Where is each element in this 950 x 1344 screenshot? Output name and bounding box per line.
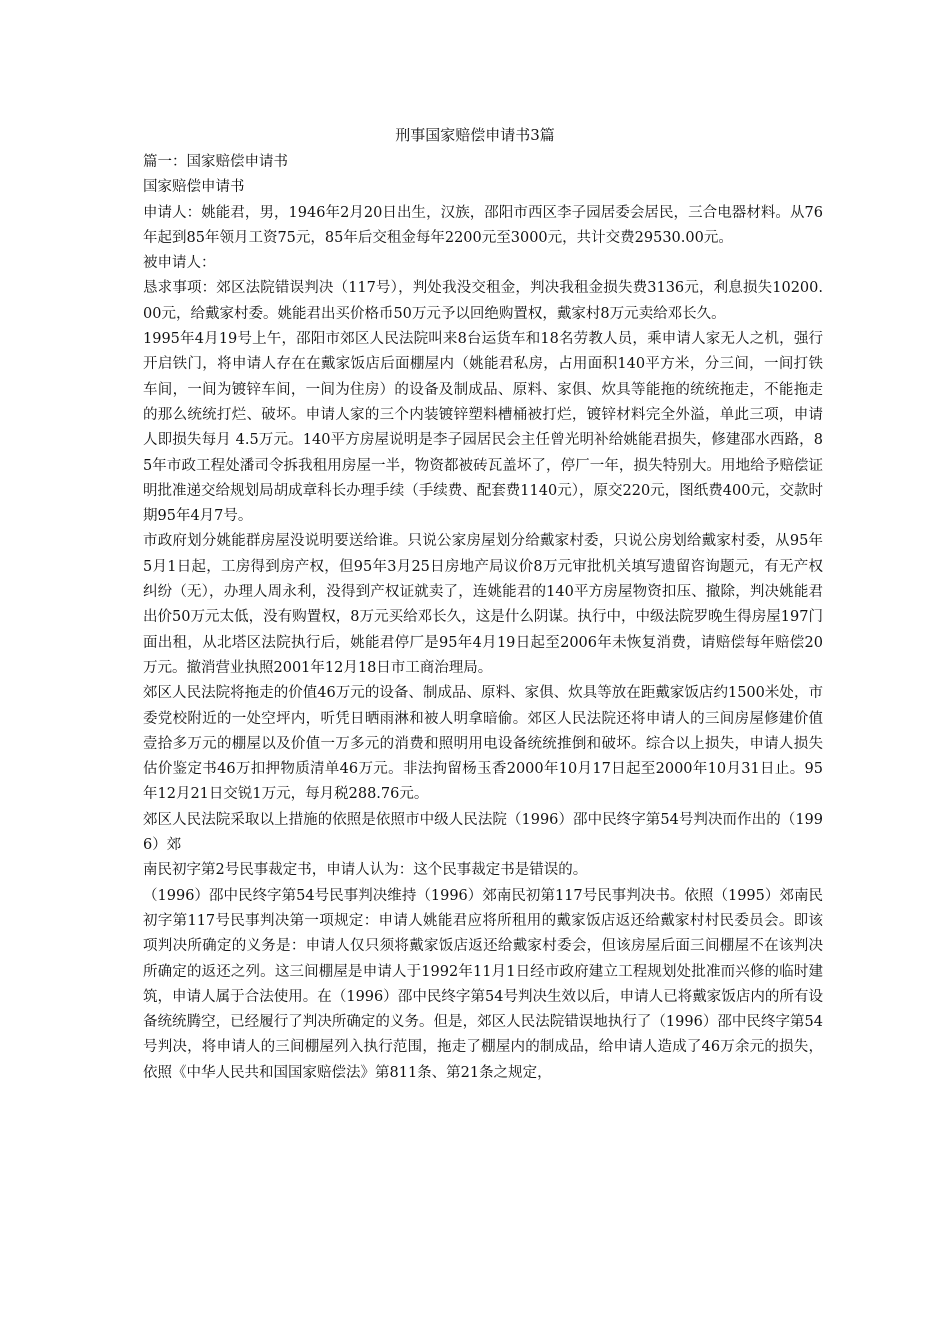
body-paragraph: （1996）邵中民终字第54号民事判决维持（1996）郊南民初第117号民事判决书。依照（1995）郊南民初字第117号民事判决第一项规定：申请人姚能君应将所租用的戴家饭店返还给戴家村村民委员会。即该项判决所确定的义务是：申请人仅只须将戴家饭店返还给戴家村委会，但该房屋后面三间棚屋不在该判决所确定的返还之列。这三间棚屋是申请人于1992年11月1日经市政府建立工程规划处批准而兴修的临时建筑，申请人属于合法使用。在（1996）邵中民终字第54号判决生效以后，申请人已将戴家饭店内的所有设备统统腾空，已经履行了判决所确定的义务。但是，郊区人民法院错误地执行了（1996）邵中民终字第54号判决，将申请人的三间棚屋列入执行范围，拖走了棚屋内的制成品，给申请人造成了46万余元的损失，依照《中华人民共和国国家赔偿法》第811条、第21条之规定，: [143, 887, 823, 1081]
section-heading: 篇一：国家赔偿申请书: [143, 154, 288, 170]
document-title: 刑事国家赔偿申请书3篇: [395, 126, 555, 144]
body-paragraph: 1995年4月19号上午，邵阳市郊区人民法院叫来8台运货车和18名劳教人员，乘申请人家无人之机，强行开启铁门，将申请人存在在戴家饭店后面棚屋内（姚能君私房，占用面积140平方米，分三间，一间打铁车间，一间为镀锌车间，一间为住房）的设备及制成品、原料、家俱、炊具等能拖的统统拖走，不能拖走的那么统统打烂、破坏。申请人家的三个内装镀锌塑料槽桶被打烂，镀锌材料完全外溢，单此三项，申请人即损失每月 4.5万元。140平方房屋说明是李子园居民会主任曾光明补给姚能君损失，修建邵水西路，85年市政工程处潘司令拆我租用房屋一半，物资都被砖瓦盖坏了，停厂一年，损失特别大。用地给予赔偿证明批准递交给规划局胡成章科长办理手续（手续费、配套费1140元），原交220元，图纸费400元，交款时期95年4月7号。: [143, 331, 823, 525]
applicant-paragraph: 申请人：姚能君，男，1946年2月20日出生，汉族，邵阳市西区李子园居委会居民，三合电器材料。从76年起到85年领月工资75元，85年后交租金每年2200元至3000元，共计交费29530.00元。: [143, 204, 823, 246]
body-paragraph: 郊区人民法院将拖走的价值46万元的设备、制成品、原料、家俱、炊具等放在距戴家饭店约1500米处，市委党校附近的一处空坪内，听凭日晒雨淋和被人明拿暗偷。郊区人民法院还将申请人的三间房屋修建价值壹拾多万元的棚屋以及价值一万多元的消费和照明用电设备统统推倒和破坏。综合以上损失，申请人损失估价鉴定书46万扣押物质清单46万元。非法拘留杨玉香2000年10月17日起至2000年10月31日止。95年12月21日交锐1万元，每月税288.76元。: [143, 685, 823, 803]
body-paragraph: 郊区人民法院采取以上措施的依照是依照市中级人民法院（1996）邵中民终字第54号判决而作出的（1996）郊: [143, 811, 823, 854]
respondent-paragraph: 被申请人：: [143, 255, 216, 272]
body-paragraph: 市政府划分姚能群房屋没说明要送给谁。只说公家房屋划分给戴家村委，只说公房划给戴家村委，从95年5月1日起，工房得到房产权，但95年3月25日房地产局议价8万元审批机关填写遗留咨询题元，有无产权纠纷（无），办理人周永利，没得到产权证就卖了，连姚能君的140平方房屋物资扣压、撤除，判决姚能君出价50万元太低，没有购置权，8万元买给邓长久，这是什么阴谋。执行中，中级法院罗晚生得房屋197门面出租，从北塔区法院执行后，姚能君停厂是95年4月19日起至2006年未恢复消费，请赔偿每年赔偿20万元。撤消营业执照2001年12月18日市工商治理局。: [143, 533, 823, 676]
body-paragraph: 南民初字第2号民事裁定书，申请人认为：这个民事裁定书是错误的。: [143, 862, 588, 879]
document-body: [143, 150, 823, 1086]
document-heading: 国家赔偿申请书: [143, 179, 245, 196]
request-paragraph: 恳求事项：郊区法院错误判决（117号），判处我没交租金，判决我租金损失费3136元，利息损失10200.00元，给戴家村委。姚能君出买价格币50万元予以回绝购置权，戴家村8万元卖给邓长久。: [143, 280, 823, 322]
